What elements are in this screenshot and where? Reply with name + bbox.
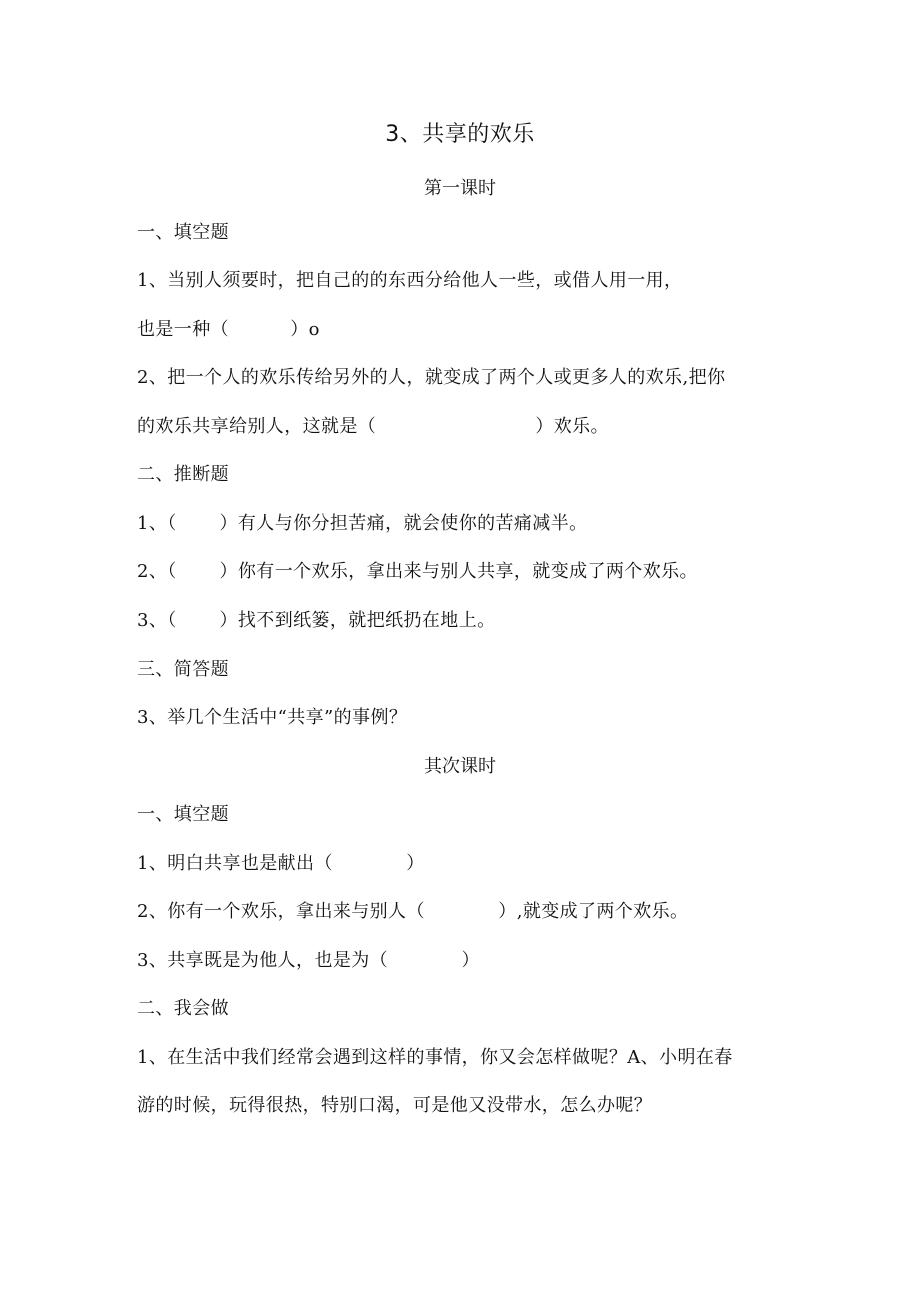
lesson1-question-2-line-1: 2、把一个人的欢乐传给另外的人，就变成了两个人或更多人的欢乐,把你 [137,367,726,388]
lesson1-section-judgement: 二、推断题 [137,464,229,485]
lesson1-question-2-line-2: 的欢乐共享给别人，这就是（ ）欢乐。 [137,416,609,437]
lesson2-fill-3: 3、共享既是为他人，也是为（ ） [137,950,480,971]
lesson1-section-short-answer: 三、简答题 [137,659,229,680]
lesson1-judgement-1: 1、（ ）有人与你分担苦痛，就会使你的苦痛减半。 [137,513,588,534]
lesson1-question-1-line-2: 也是一种（ ）o [137,319,320,340]
lesson2-heading: 其次课时 [424,756,496,777]
lesson2-practice-1-line-2: 游的时候，玩得很热，特别口渴，可是他又没带水，怎么办呢？ [137,1095,653,1116]
lesson2-fill-2: 2、你有一个欢乐，拿出来与别人（ ）,就变成了两个欢乐。 [137,901,689,922]
lesson1-judgement-2: 2、（ ）你有一个欢乐，拿出来与别人共享，就变成了两个欢乐。 [137,561,698,582]
lesson2-practice-1-line-1: 1、在生活中我们经常会遇到这样的事情，你又会怎样做呢？A、小明在春 [137,1047,733,1068]
lesson1-heading: 第一课时 [424,178,496,199]
lesson1-question-1-line-1: 1、当别人须要时，把自己的的东西分给他人一些，或借人用一用， [137,270,683,291]
page-title: 3、共享的欢乐 [385,122,535,147]
lesson1-judgement-3: 3、（ ）找不到纸篓，就把纸扔在地上。 [137,610,496,631]
lesson1-section-fill-blank: 一、填空题 [137,222,229,243]
lesson1-short-answer-3: 3、举几个生活中“共享”的事例？ [137,707,408,728]
lesson2-section-fill-blank: 一、填空题 [137,804,229,825]
lesson2-section-practice: 二、我会做 [137,998,229,1019]
lesson2-fill-1: 1、明白共享也是献出（ ） [137,853,425,874]
